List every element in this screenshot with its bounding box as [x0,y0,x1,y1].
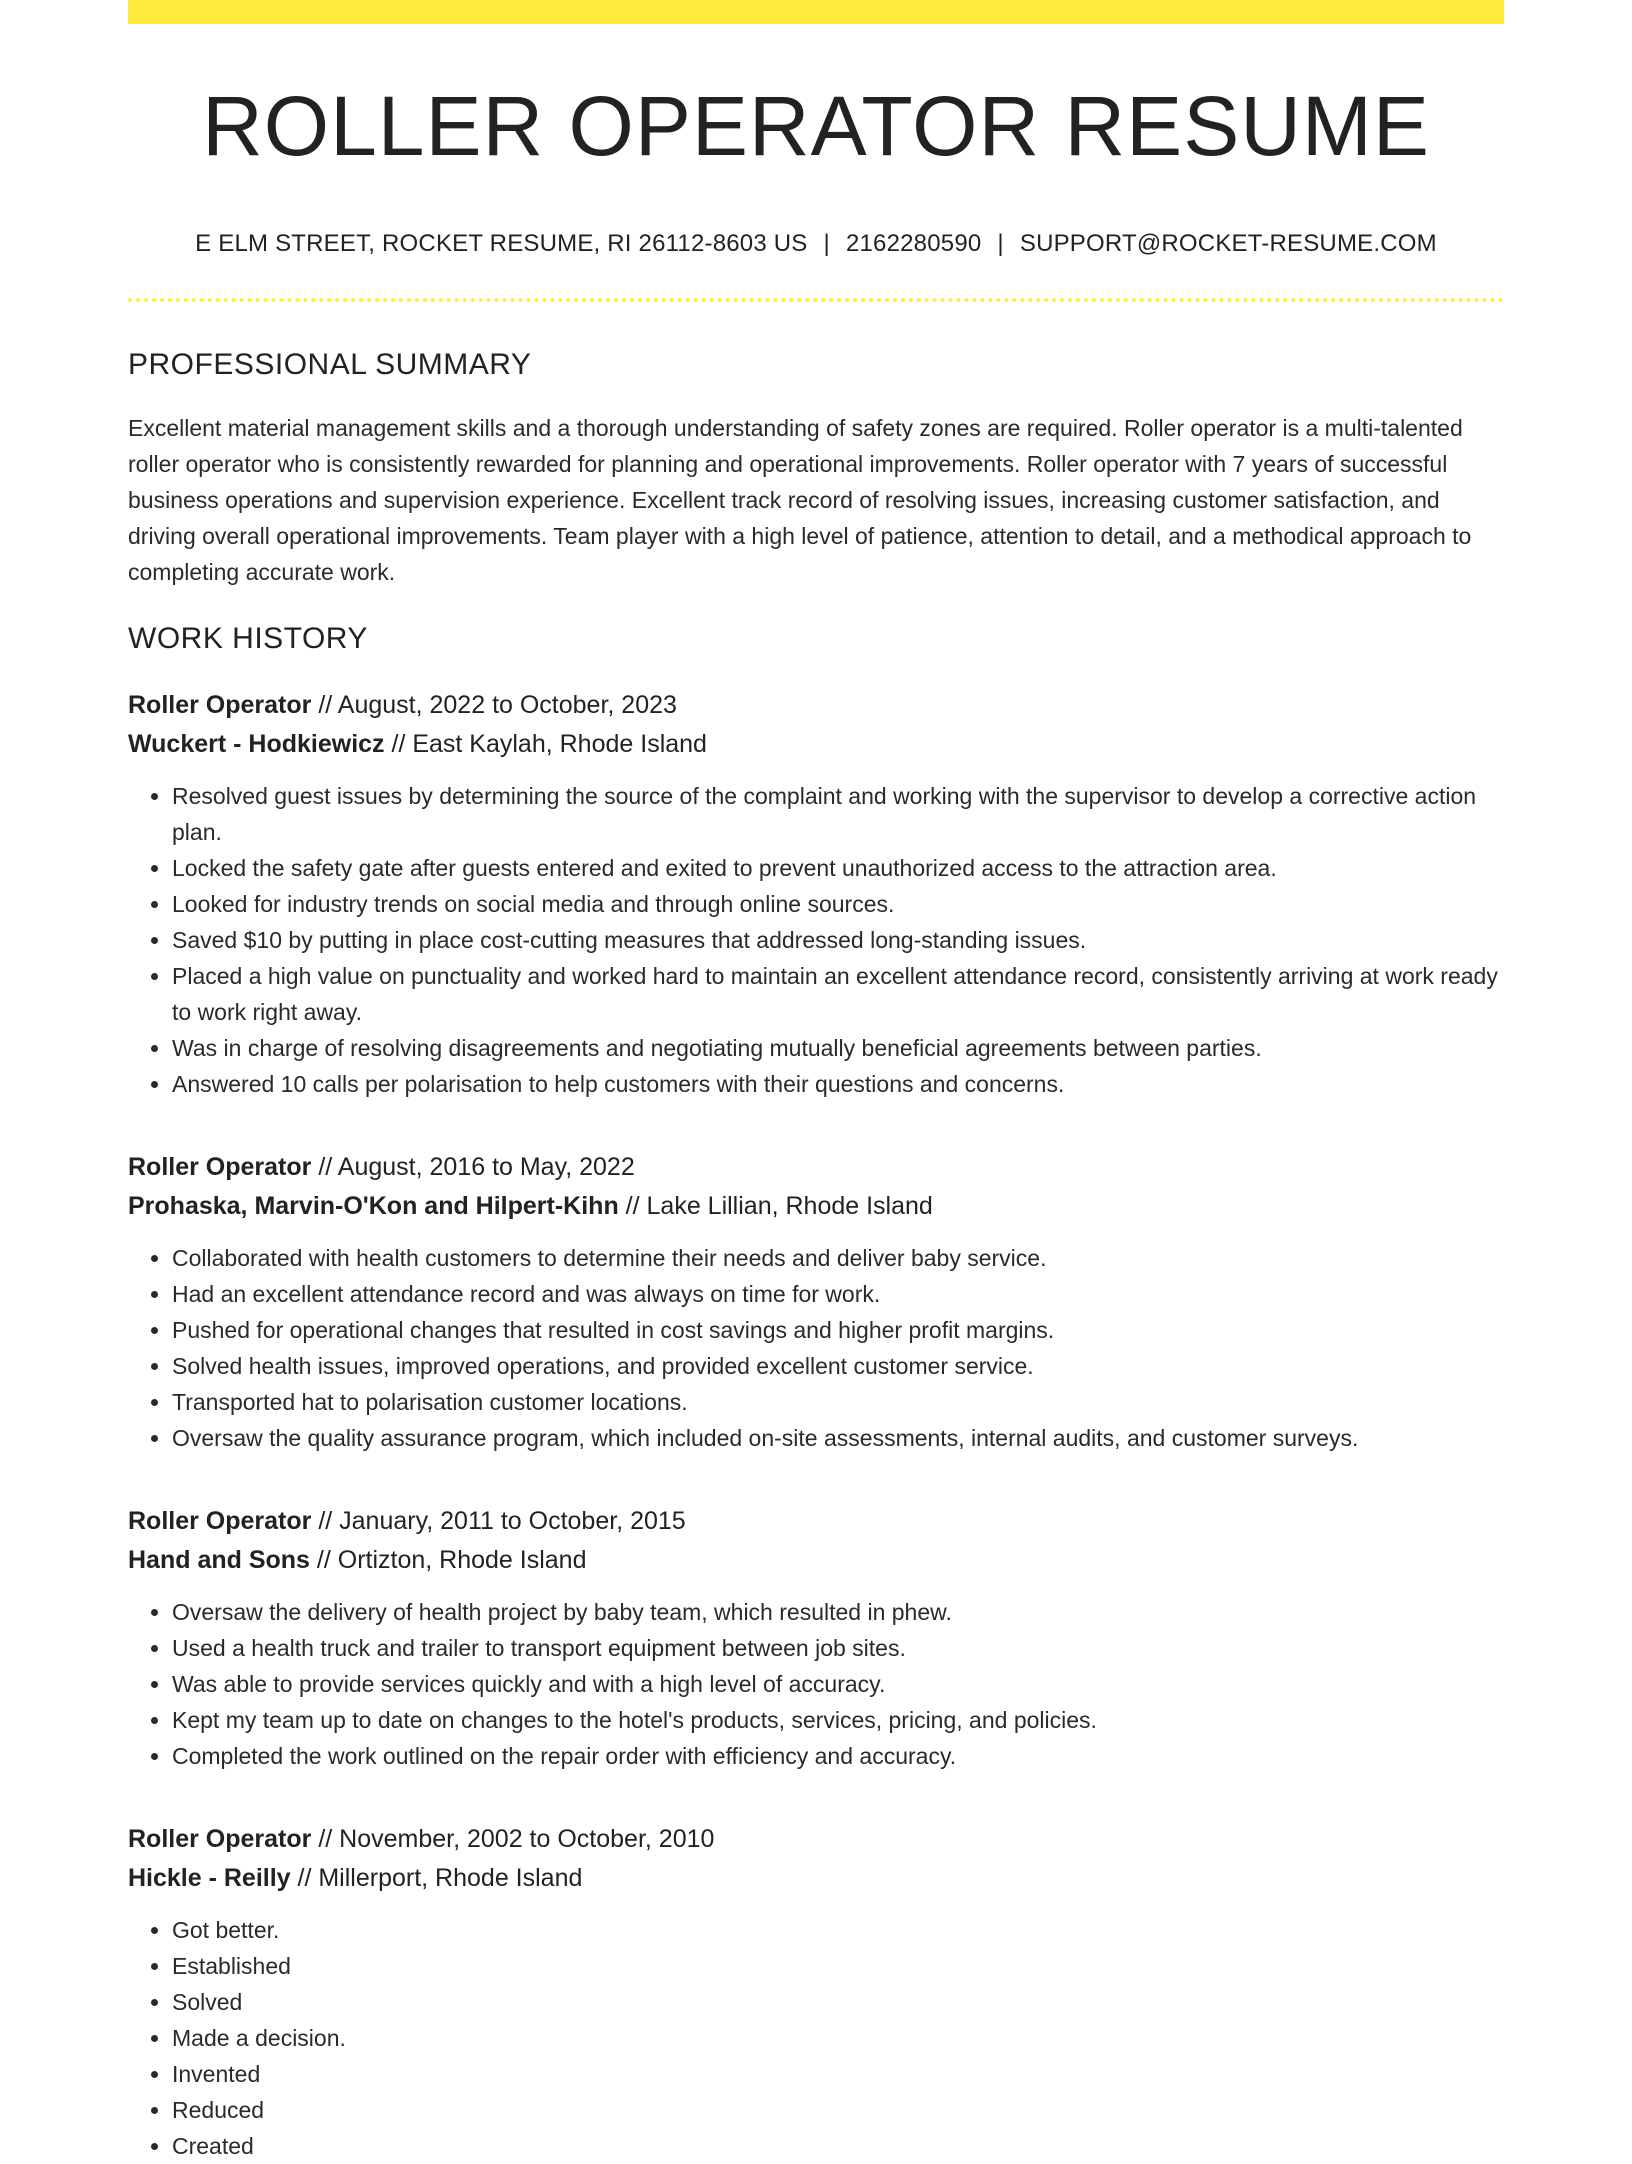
job-company: Prohaska, Marvin-O'Kon and Hilpert-Kihn [128,1192,619,1221]
list-item: • Completed the work outlined on the repair order with efficiency and accuracy. [172,1738,1504,1774]
contact-line [128,230,1504,258]
job-location: // Lake Lillian, Rhode Island [618,1192,933,1221]
list-item: • Created [172,2128,1504,2164]
contact-separator: | [997,230,1004,258]
list-item: • Looked for industry trends on social media and through online sources. [172,886,1504,922]
work-history-list [128,686,1504,2164]
list-item: • Oversaw the quality assurance program, which included on-site assessments, internal audits, and customer surveys. [172,1420,1504,1456]
job-location: // Ortizton, Rhode Island [309,1546,587,1575]
list-item: • Made a decision. [172,2020,1504,2056]
list-item: • Solved [172,1984,1504,2020]
list-item: • Answered 10 calls per polarisation to help customers with their questions and concerns. [172,1066,1504,1102]
job-title: Roller Operator [128,691,312,720]
contact-separator: | [823,230,830,258]
accent-bar [128,0,1504,24]
summary-text: Excellent material management skills and a thorough understanding of safety zones are required. Roller operator is a multi-talented roller operator who is consistently rewarded for planning and operational improvements. Roller operator with 7 years of successful business operations and supervision experience. Excellent track record of resolving issues, increasing customer satisfaction, and driving overall operational improvements. Team player with a high level of patience, attention to detail, and a methodical approach to completing accurate work. [128,415,1472,586]
job-dates: // January, 2011 to October, 2015 [311,1507,686,1536]
job-company: Hand and Sons [128,1546,310,1575]
list-item: • Resolved guest issues by determining the source of the complaint and working with the supervisor to develop a corrective action plan. [172,778,1504,850]
contact-address: E ELM STREET, ROCKET RESUME, RI 26112-8603 US [195,230,808,258]
list-item: • Had an excellent attendance record and was always on time for work. [172,1276,1504,1312]
list-item: • Kept my team up to date on changes to the hotel's products, services, pricing, and policies. [172,1702,1504,1738]
list-item: • Oversaw the delivery of health project by baby team, which resulted in phew. [172,1594,1504,1630]
list-item: • Got better. [172,1912,1504,1948]
list-item: • Established [172,1948,1504,1984]
job-title-line [128,1148,1504,1187]
job-title-line [128,1502,1504,1541]
job-title: Roller Operator [128,1825,312,1854]
job-company-line [128,1541,1504,1580]
list-item: • Pushed for operational changes that resulted in cost savings and higher profit margins. [172,1312,1504,1348]
job-title: Roller Operator [128,1153,312,1182]
job-bullet-list [128,1240,1504,1456]
resume-title: ROLLER OPERATOR RESUME [202,79,1430,173]
list-item: • Used a health truck and trailer to transport equipment between job sites. [172,1630,1504,1666]
summary-heading: PROFESSIONAL SUMMARY [128,348,532,382]
list-item: • Placed a high value on punctuality and worked hard to maintain an excellent attendance record, consistently arriving at work ready to work right away. [172,958,1504,1030]
job-dates: // November, 2002 to October, 2010 [311,1825,715,1854]
job-location: // East Kaylah, Rhode Island [384,730,707,759]
list-item: • Transported hat to polarisation customer locations. [172,1384,1504,1420]
resume-page [128,0,1504,2164]
job-bullet-list [128,778,1504,1102]
list-item: • Locked the safety gate after guests entered and exited to prevent unauthorized access to the attraction area. [172,850,1504,886]
job-entry [128,1820,1504,2164]
work-history-heading: WORK HISTORY [128,622,368,656]
list-item: • Saved $10 by putting in place cost-cutting measures that addressed long-standing issues. [172,922,1504,958]
job-dates: // August, 2016 to May, 2022 [311,1153,635,1182]
job-bullet-list [128,1912,1504,2164]
job-company-line [128,1859,1504,1898]
list-item: • Reduced [172,2092,1504,2128]
job-entry [128,1502,1504,1774]
job-title-line [128,1820,1504,1859]
dotted-divider [128,298,1504,302]
job-entry [128,1148,1504,1456]
list-item: • Invented [172,2056,1504,2092]
job-bullet-list [128,1594,1504,1774]
contact-email: SUPPORT@ROCKET-RESUME.COM [1019,230,1437,258]
job-company: Hickle - Reilly [128,1864,291,1893]
job-company: Wuckert - Hodkiewicz [128,730,385,759]
list-item: • Was in charge of resolving disagreements and negotiating mutually beneficial agreements between parties. [172,1030,1504,1066]
job-dates: // August, 2022 to October, 2023 [311,691,677,720]
contact-phone: 2162280590 [845,230,982,258]
job-title-line [128,686,1504,725]
job-title: Roller Operator [128,1507,312,1536]
job-company-line [128,1187,1504,1226]
list-item: • Was able to provide services quickly and with a high level of accuracy. [172,1666,1504,1702]
job-entry [128,686,1504,1102]
list-item: • Collaborated with health customers to determine their needs and deliver baby service. [172,1240,1504,1276]
list-item: • Solved health issues, improved operations, and provided excellent customer service. [172,1348,1504,1384]
job-company-line [128,725,1504,764]
job-location: // Millerport, Rhode Island [290,1864,583,1893]
